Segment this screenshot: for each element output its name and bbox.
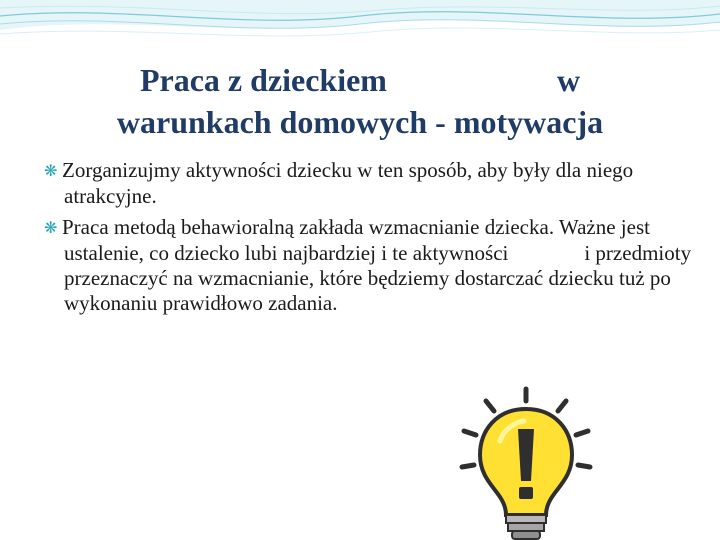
title-part-b: w [556,62,581,98]
title-part-a: Praca z dzieckiem [139,62,387,98]
bullet-text-2b: i przedmioty przeznaczyć na wzmacnianie, które będziemy dostarczać dziecku tuż po wykonaniu prawidłowo zadania. [64,241,692,315]
bullet-item-2 [44,215,694,316]
bullet-list [44,158,694,322]
bullet-item-1 [44,158,694,209]
lightbulb-icon [452,385,600,540]
bullet-text-1: Zorganizujmy aktywności dziecku w ten sposób, aby były dla niego atrakcyjne. [62,158,634,208]
header-wave-decoration [0,0,720,60]
slide-title-line-1 [20,64,700,96]
bullet-text-2a: Praca metodą behawioralną zakłada wzmacnianie dziecka. Ważne jest ustalenie, co dziecko lubi najbardziej i te aktywności [62,215,650,265]
bullet-icon: ❋ [44,220,58,237]
bullet-icon: ❋ [44,163,58,180]
slide-title-line-2: warunkach domowych - motywacja [116,104,604,140]
